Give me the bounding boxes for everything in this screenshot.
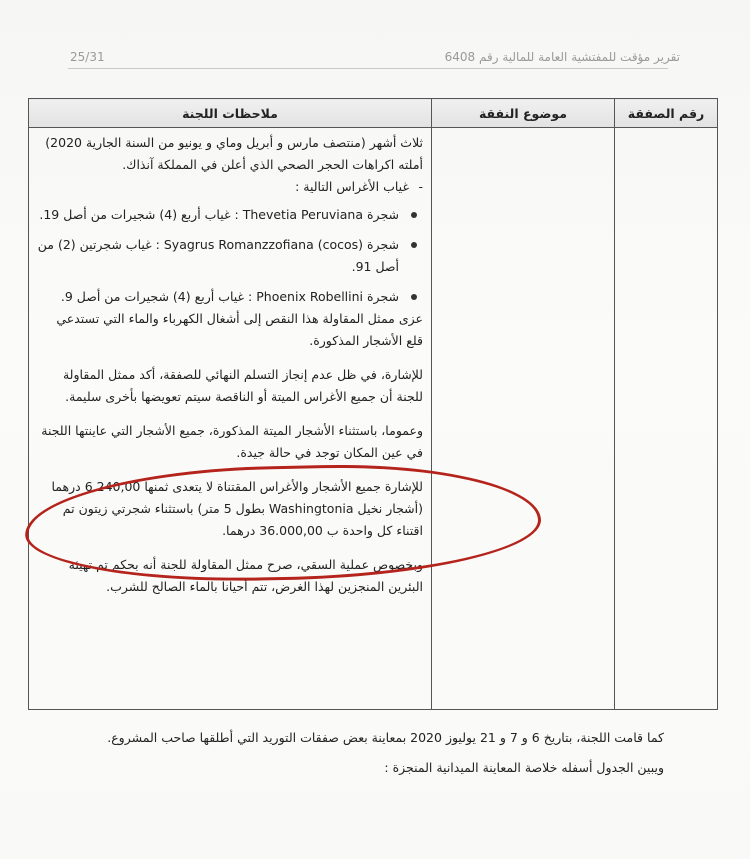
table-header-row: [29, 99, 718, 128]
findings-table: [28, 98, 718, 710]
highlighted-note: [37, 476, 423, 542]
column-header-committee-notes: ملاحظات اللجنة: [29, 99, 432, 128]
column-header-contract-number: رقم الصفقة: [615, 99, 718, 128]
bullet-item: شجرة Thevetia Peruviana : غياب أربع (4) شجيرات من أصل 19.: [37, 204, 423, 226]
page-number: 25/31: [70, 50, 105, 64]
note-paragraph: وبخصوص عملية السقي، صرح ممثل المقاولة للجنة أنه بحكم تم تهيئة البئرين المنجزين لهذا الغرض، تتم أحيانا بالماء الصالح للشرب.: [68, 557, 423, 594]
column-header-expense-subject: موضوع النفقة: [432, 99, 615, 128]
bullet-item: شجرة Syagrus Romanzzofiana (cocos) : غياب شجرتين (2) من أصل 91.: [37, 234, 423, 278]
cell-contract-number: [615, 128, 718, 710]
report-title: تقرير مؤقت للمفتشية العامة للمالية رقم 6408: [444, 50, 680, 64]
cell-committee-notes: [29, 128, 432, 710]
note-dash-item: - غياب الأغراس التالية :: [37, 176, 423, 198]
note-paragraph: ثلاث أشهر (منتصف مارس و أبريل وماي و يونيو من السنة الجارية 2020) أملته اكراهات الحجر الصحي الذي أعلن في المملكة آنذاك.: [45, 135, 423, 172]
note-paragraph: للإشارة، في ظل عدم إنجاز التسلم النهائي للصفقة، أكد ممثل المقاولة للجنة أن جميع الأغراس الميتة أو الناقصة سيتم تعويضها بأخرى سليمة.: [62, 367, 423, 404]
cell-expense-subject: [432, 128, 615, 710]
footer-paragraph: كما قامت اللجنة، بتاريخ 6 و 7 و 21 يوليوز 2020 بمعاينة بعض صفقات التوريد التي أطلقها صاحب المشروع.: [107, 730, 664, 745]
bullet-item: شجرة Phoenix Robellini : غياب أربع (4) شجيرات من أصل 9.: [37, 286, 423, 308]
footer-paragraph: ويبين الجدول أسفله خلاصة المعاينة الميدانية المنجزة :: [384, 760, 664, 775]
note-paragraph: عزى ممثل المقاولة هذا النقص إلى أشغال الكهرباء والماء التي تستدعي قلع الأشجار المذكورة.: [56, 311, 423, 348]
table-row: [29, 128, 718, 710]
note-paragraph: للإشارة جميع الأشجار والأغراس المقتناة لا يتعدى ثمنها 6.240,00 درهما (أشجار نخيل Washingtonia بطول 5 متر) باستثناء شجرتي زيتون تم اقتناء كل واحدة ب 36.000,00 درهما.: [51, 479, 423, 538]
note-paragraph: وعموما، باستثناء الأشجار الميتة المذكورة، جميع الأشجار التي عاينتها اللجنة في عين المكان توجد في حالة جيدة.: [41, 423, 423, 460]
header-divider: [68, 68, 668, 69]
